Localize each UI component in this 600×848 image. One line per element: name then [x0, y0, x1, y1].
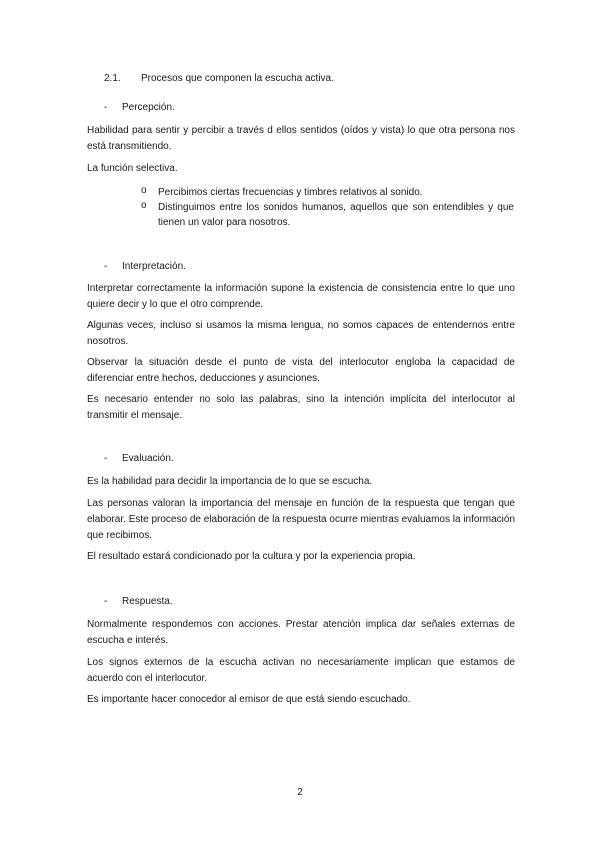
bullet-marker: o	[141, 200, 147, 211]
list-dash: -	[104, 102, 108, 113]
paragraph-interpretacion-2: Algunas veces, incluso si usamos la misma lengua, no somos capaces de entendernos entre nosotros.	[87, 320, 515, 347]
section-title: Procesos que componen la escucha activa.	[141, 73, 334, 84]
selective-label: La función selectiva.	[87, 163, 178, 174]
page-number: 2	[297, 787, 303, 798]
bullet-marker: o	[141, 185, 147, 196]
subsection-heading-percepcion: Percepción.	[122, 102, 175, 113]
paragraph-interpretacion-1: Interpretar correctamente la información supone la existencia de consistencia entre lo que uno quiere decir y lo que el otro comprende.	[87, 283, 515, 310]
list-dash: -	[104, 596, 108, 607]
paragraph-respuesta-2: Los signos externos de la escucha activan no necesariamente implican que estamos de acuerdo con el interlocutor.	[87, 657, 515, 684]
paragraph-respuesta-3: Es importante hacer conocedor al emisor de que está siendo escuchado.	[87, 694, 411, 705]
list-dash: -	[104, 453, 108, 464]
paragraph-percepcion: Habilidad para sentir y percibir a través d ellos sentidos (oídos y vista) lo que otra persona nos está transmitiendo.	[87, 125, 515, 152]
paragraph-interpretacion-4: Es necesario entender no solo las palabras, sino la intención implícita del interlocutor al transmitir el mensaje.	[87, 394, 515, 421]
bullet-text: Distinguimos entre los sonidos humanos, aquellos que son entendibles y que tienen un valor para nosotros.	[158, 202, 514, 228]
subsection-heading-interpretacion: Interpretación.	[122, 261, 186, 272]
subsection-heading-respuesta: Respuesta.	[122, 596, 173, 607]
bullet-text: Percibimos ciertas frecuencias y timbres relativos al sonido.	[158, 187, 423, 198]
paragraph-evaluacion-3: El resultado estará condicionado por la cultura y por la experiencia propia.	[87, 551, 416, 562]
list-dash: -	[104, 261, 108, 272]
paragraph-evaluacion-2: Las personas valoran la importancia del mensaje en función de la respuesta que tengan que elaborar. Este proceso de elaboración de la respuesta ocurre mientras evaluamos la información que recibimos.	[87, 498, 516, 541]
paragraph-evaluacion-1: Es la habilidad para decidir la importancia de lo que se escucha.	[87, 476, 373, 487]
section-number: 2.1.	[104, 73, 121, 84]
subsection-heading-evaluacion: Evaluación.	[122, 453, 174, 464]
paragraph-respuesta-1: Normalmente respondemos con acciones. Prestar atención implica dar señales externas de escucha e interés.	[87, 619, 515, 646]
paragraph-interpretacion-3: Observar la situación desde el punto de vista del interlocutor engloba la capacidad de diferenciar entre hechos, deducciones y asunciones.	[87, 357, 515, 384]
